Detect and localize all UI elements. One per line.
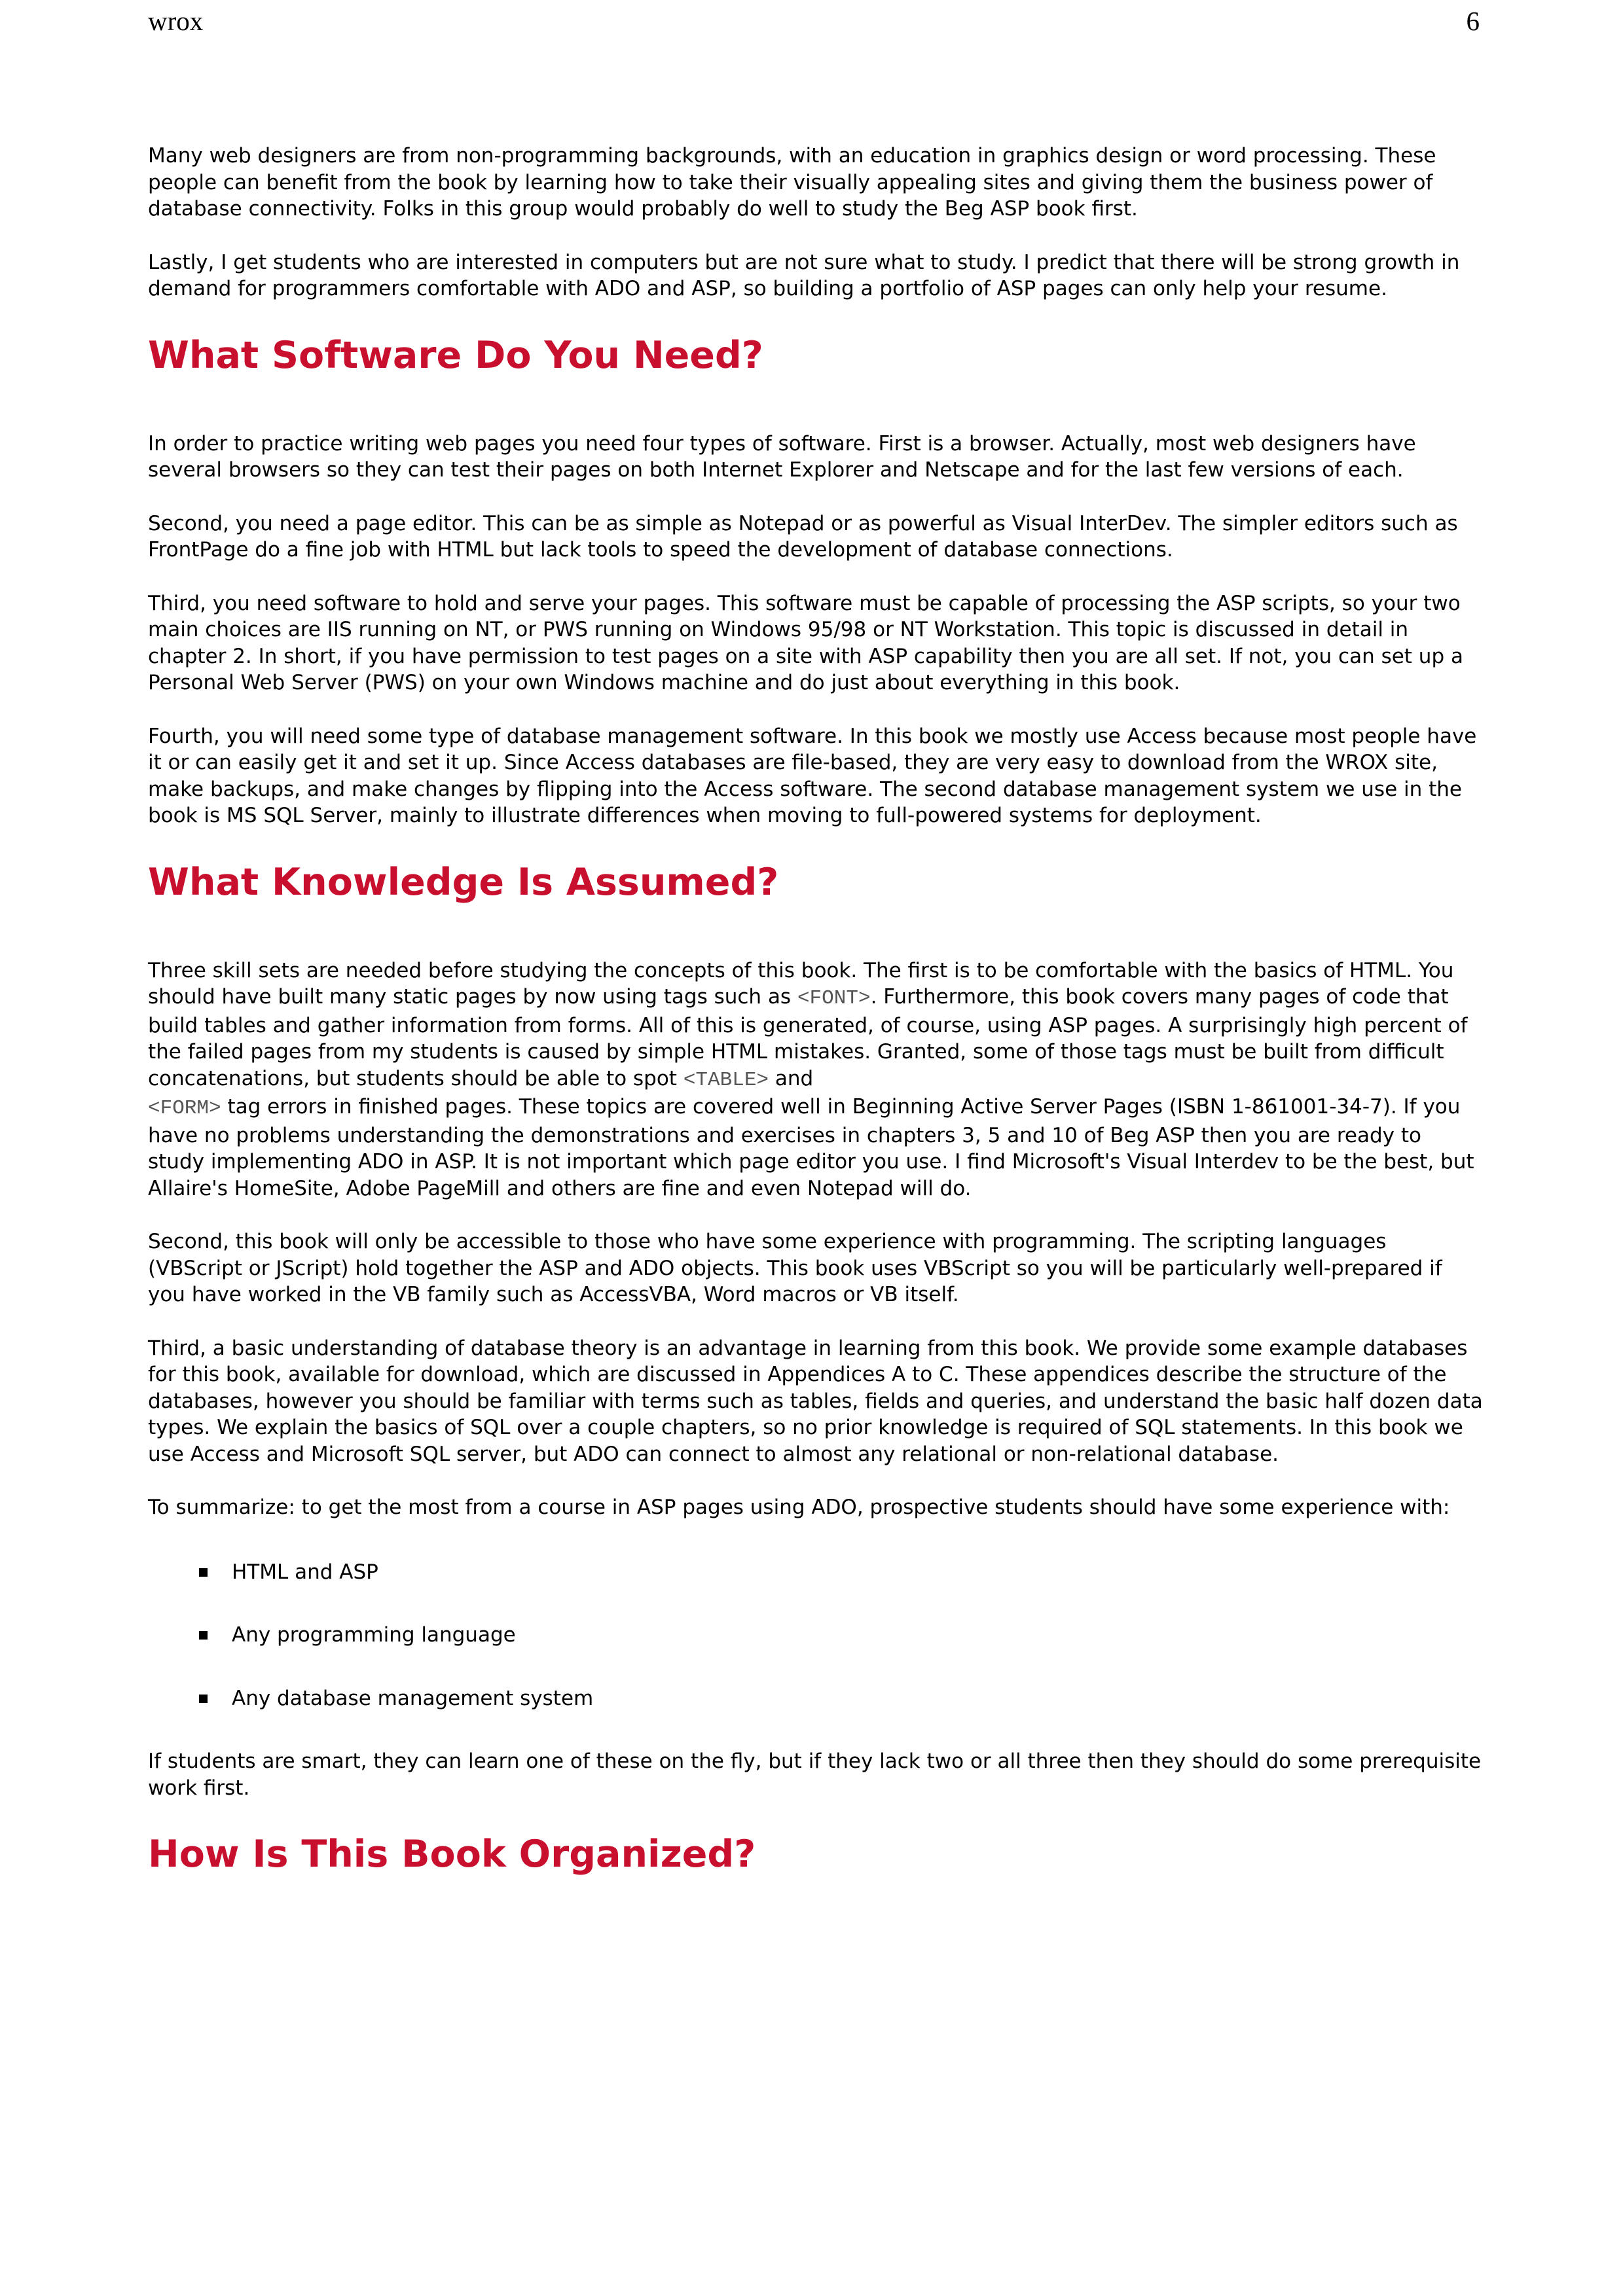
list-item-label: Any programming language [232,1623,516,1647]
software-paragraph-2: Second, you need a page editor. This can be as simple as Notepad or as powerful as Visual InterDev. The simpler editors such as FrontPage do a fine job with HTML but lack tools to speed the development of database connections. [148,511,1458,562]
list-item-label: Any database management system [232,1686,594,1710]
software-paragraph-1: In order to practice writing web pages you need four types of software. First is a browser. Actually, most web designers have several browsers so they can test their pages on both Internet Explorer and Netscape and for the last few versions of each. [148,431,1416,482]
publisher-name: wrox [148,6,204,36]
prerequisite-list [199,1559,1484,1712]
software-paragraph-3: Third, you need software to hold and serve your pages. This software must be capable of processing the ASP scripts, so your two main choices are IIS running on NT, or PWS running on Windows 95/98 or NT Workstation. This topic is discussed in detail in chapter 2. In short, if you have permission to test pages on a site with ASP capability then you are all set. If not, you can set up a Personal Web Server (PWS) on your own Windows machine and do just about everything in this book. [148,591,1463,694]
square-bullet-icon [199,1568,208,1577]
section-heading-organized: How Is This Book Organized? [148,1833,756,1876]
knowledge-text-c: and [769,1066,814,1090]
list-item [199,1622,1484,1649]
knowledge-paragraph-4: To summarize: to get the most from a course in ASP pages using ADO, prospective students should have some experience with: [148,1496,1450,1519]
knowledge-text-b: . Furthermore, this book covers many pages of code that build tables and gather information from forms. All of this is generated, of course, using ASP pages. A surprisingly high percent of the failed pages from my students is caused by simple HTML mistakes. Granted, some of those tags must be built from difficult concatenations, but students should be able to spot [148,985,1468,1090]
code-font-tag: <FONT> [797,987,871,1010]
section-heading-knowledge: What Knowledge Is Assumed? [148,860,779,904]
knowledge-paragraph-3: Third, a basic understanding of database theory is an advantage in learning from this book. We provide some example databases for this book, available for download, which are discussed in Appendices A to C. These appendices describe the structure of the databases, however you should be familiar with terms such as tables, fields and queries, and understand the basic half dozen data types. We explain the basics of SQL over a couple chapters, so no prior knowledge is required of SQL statements. In this book we use Access and Microsoft SQL server, but ADO can connect to almost any relational or non-relational database. [148,1336,1483,1466]
list-item-label: HTML and ASP [232,1560,378,1584]
code-form-tag: <FORM> [148,1097,221,1120]
intro-paragraph-1: Many web designers are from non-programming backgrounds, with an education in graphics design or word processing. These people can benefit from the book by learning how to take their visually appealing sites and giving them the business power of database connectivity. Folks in this group would probably do well to study the Beg ASP book first. [148,144,1436,221]
list-item [199,1559,1484,1586]
body-content [148,143,1484,1929]
section-heading-software: What Software Do You Need? [148,333,763,377]
square-bullet-icon [199,1695,208,1703]
knowledge-text-a: Three skill sets are needed before studying the concepts of this book. The first is to be comfortable with the basics of HTML. You should have built many static pages by now using tags such as [148,958,1454,1009]
knowledge-paragraph-5: If students are smart, they can learn one of these on the fly, but if they lack two or all three then they should do some prerequisite work first. [148,1749,1482,1800]
square-bullet-icon [199,1631,208,1640]
intro-paragraph-2: Lastly, I get students who are interested in computers but are not sure what to study. I predict that there will be strong growth in demand for programmers comfortable with ADO and ASP, so building a portfolio of ASP pages can only help your resume. [148,250,1460,300]
page-number: 6 [1466,6,1480,36]
software-paragraph-4: Fourth, you will need some type of database management software. In this book we mostly use Access because most people have it or can easily get it and set it up. Since Access databases are file-based, they are very easy to download from the WROX site, make backups, and make changes by flipping into the Access software. The second database management system we use in the book is MS SQL Server, mainly to illustrate differences when moving to full-powered systems for deployment. [148,724,1477,827]
knowledge-text-d: tag errors in finished pages. These topics are covered well in Beginning Active Server Pages (ISBN 1-861001-34-7). If you have no problems understanding the demonstrations and exercises in chapters 3, 5 and 10 of Beg ASP then you are ready to study implementing ADO in ASP. It is not important which page editor you use. I find Microsoft's Visual Interdev to be the best, but Allaire's HomeSite, Adobe PageMill and others are fine and even Notepad will do. [148,1095,1474,1200]
running-header [148,5,1480,45]
list-item [199,1685,1484,1712]
knowledge-paragraph-2: Second, this book will only be accessible to those who have some experience with programming. The scripting languages (VBScript or JScript) hold together the ASP and ADO objects. This book uses VBScript so you will be particularly well-prepared if you have worked in the VB family such as AccessVBA, Word macros or VB itself. [148,1230,1442,1306]
knowledge-paragraph-1 [148,958,1484,1202]
code-table-tag: <TABLE> [683,1068,769,1092]
